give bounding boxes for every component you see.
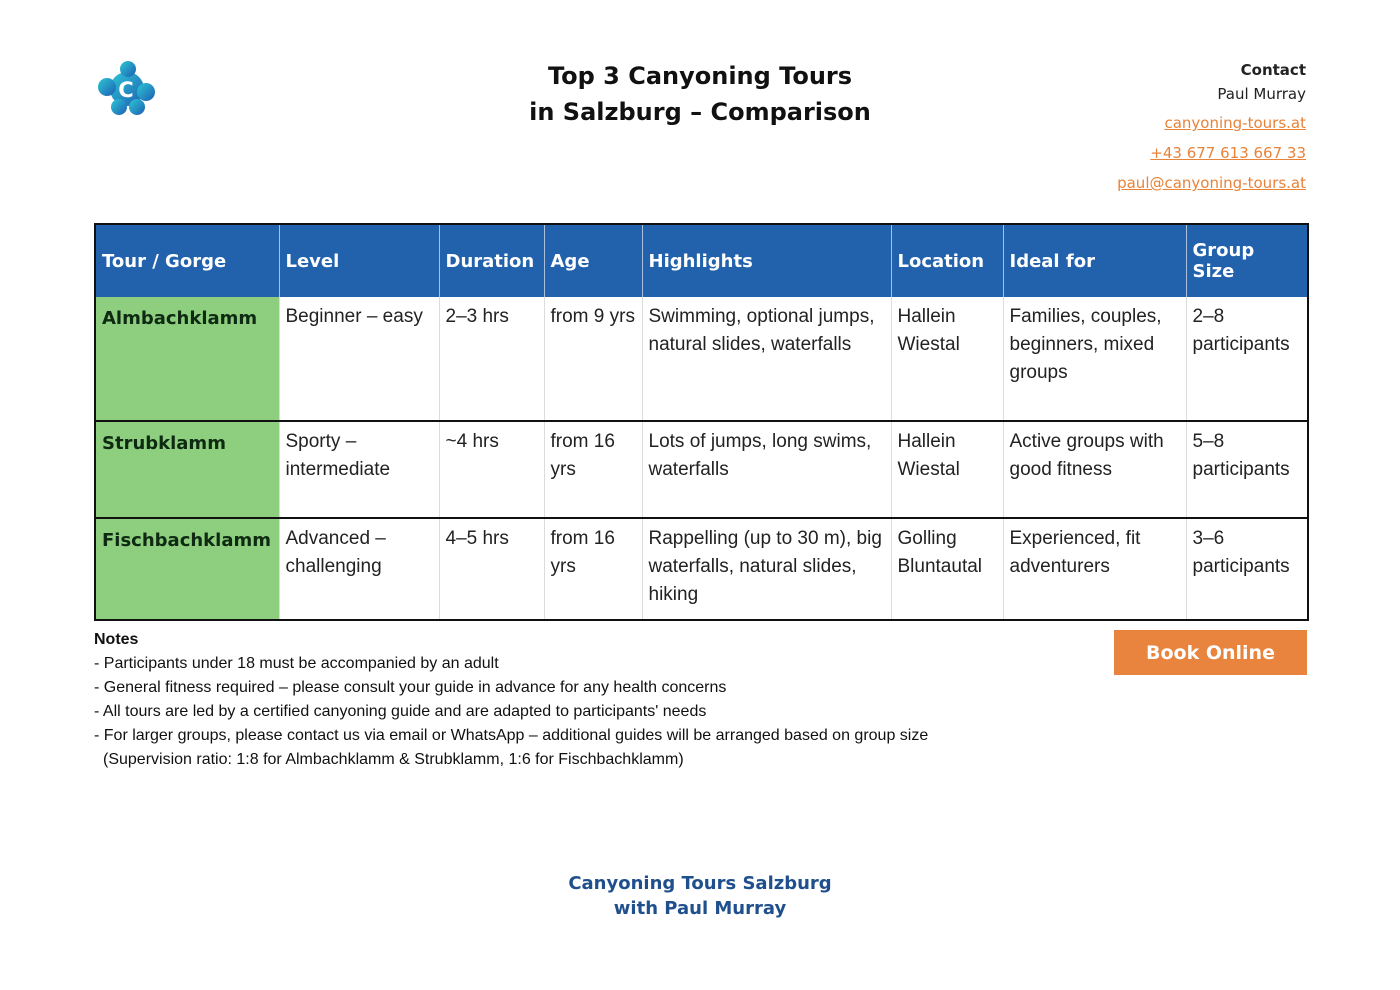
supervision-note: (Supervision ratio: 1:8 for Almbachklamm & Strubklamm, 1:6 for Fischbachklamm) — [103, 751, 684, 768]
note-item: - All tours are led by a certified canyoning guide and are adapted to participants' needs — [94, 703, 707, 720]
group-size-cell: 5–8 participants — [1186, 421, 1308, 518]
email-link[interactable]: paul@canyoning-tours.at — [1117, 174, 1306, 192]
level-cell: Advanced – challenging — [279, 518, 439, 620]
table-row — [95, 297, 1308, 421]
footer — [450, 871, 950, 921]
ideal-for-cell: Families, couples, beginners, mixed groups — [1003, 297, 1186, 421]
canyoning-logo — [96, 60, 158, 118]
contact-heading: Contact — [1240, 61, 1306, 79]
location-cell: Hallein Wiestal — [891, 297, 1003, 421]
highlights-cell: Rappelling (up to 30 m), big waterfalls, natural slides, hiking — [642, 518, 891, 620]
notes-heading: Notes — [94, 631, 139, 648]
tour-name: Strubklamm — [95, 421, 279, 518]
title-line-2: in Salzburg – Comparison — [529, 98, 871, 126]
col-header-level: Level — [279, 224, 439, 297]
duration-cell: 4–5 hrs — [439, 518, 544, 620]
tour-name: Fischbachklamm — [95, 518, 279, 620]
col-header-group-size: Group Size — [1186, 224, 1308, 297]
book-online-button[interactable]: Book Online — [1114, 630, 1307, 675]
col-header-ideal-for: Ideal for — [1003, 224, 1186, 297]
group-size-cell: 3–6 participants — [1186, 518, 1308, 620]
footer-line-2: with Paul Murray — [613, 898, 787, 919]
age-cell: from 16 yrs — [544, 421, 642, 518]
note-item: - General fitness required – please consult your guide in advance for any health concerns — [94, 679, 727, 696]
location-cell: Hallein Wiestal — [891, 421, 1003, 518]
ideal-for-cell: Experienced, fit adventurers — [1003, 518, 1186, 620]
contact-block — [1117, 60, 1306, 198]
table-header-row — [95, 224, 1308, 297]
col-header-highlights: Highlights — [642, 224, 891, 297]
highlights-cell: Swimming, optional jumps, natural slides, waterfalls — [642, 297, 891, 421]
table-row — [95, 421, 1308, 518]
col-header-age: Age — [544, 224, 642, 297]
notes-section — [94, 628, 928, 772]
comparison-table — [94, 223, 1309, 621]
age-cell: from 9 yrs — [544, 297, 642, 421]
contact-name: Paul Murray — [1217, 85, 1306, 103]
col-header-location: Location — [891, 224, 1003, 297]
page-title — [450, 58, 950, 130]
phone-link[interactable]: +43 677 613 667 33 — [1150, 144, 1306, 162]
location-cell: Golling Bluntautal — [891, 518, 1003, 620]
highlights-cell: Lots of jumps, long swims, waterfalls — [642, 421, 891, 518]
age-cell: from 16 yrs — [544, 518, 642, 620]
website-link[interactable]: canyoning-tours.at — [1164, 114, 1306, 132]
group-size-cell: 2–8 participants — [1186, 297, 1308, 421]
footer-line-1: Canyoning Tours Salzburg — [568, 873, 832, 894]
ideal-for-cell: Active groups with good fitness — [1003, 421, 1186, 518]
level-cell: Beginner – easy — [279, 297, 439, 421]
note-item: - Participants under 18 must be accompanied by an adult — [94, 655, 499, 672]
level-cell: Sporty – intermediate — [279, 421, 439, 518]
tour-name: Almbachklamm — [95, 297, 279, 421]
duration-cell: 2–3 hrs — [439, 297, 544, 421]
col-header-duration: Duration — [439, 224, 544, 297]
col-header-tour: Tour / Gorge — [95, 224, 279, 297]
table-row — [95, 518, 1308, 620]
note-item: - For larger groups, please contact us via email or WhatsApp – additional guides will be arranged based on group size — [94, 727, 929, 744]
title-line-1: Top 3 Canyoning Tours — [547, 62, 853, 90]
logo-letter: C — [118, 78, 134, 102]
duration-cell: ~4 hrs — [439, 421, 544, 518]
